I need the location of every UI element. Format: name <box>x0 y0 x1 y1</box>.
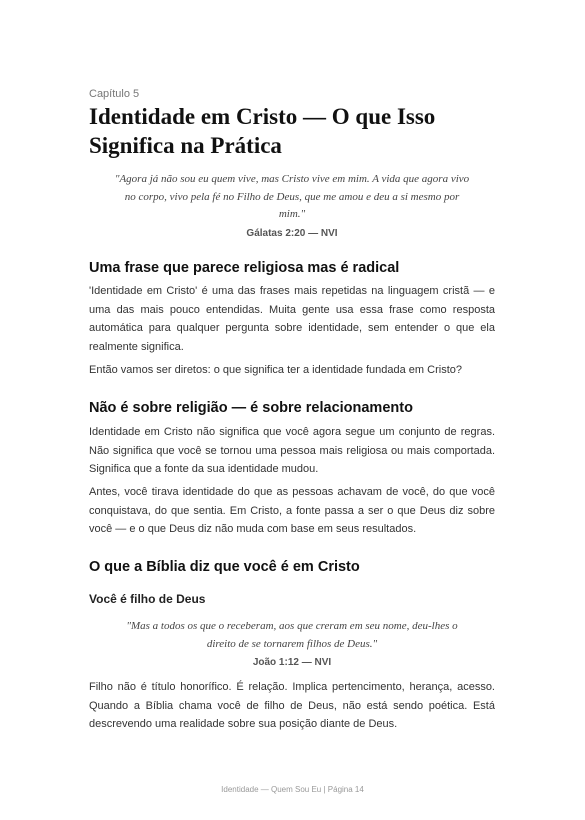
section-heading: Não é sobre religião — é sobre relacionamento <box>89 400 413 416</box>
epigraph-reference: Gálatas 2:20 — NVI <box>246 228 338 239</box>
section-heading: O que a Bíblia diz que você é em Cristo <box>89 559 360 575</box>
paragraph: 'Identidade em Cristo' é uma das frases mais repetidas na linguagem cristã — e uma das mais pouco entendidas. Muita gente usa essa frase como resposta automática para qualquer pergunta sobre identidade, sem entender o que ela realmente significa. <box>89 285 495 353</box>
footer-separator: | <box>323 785 326 794</box>
paragraph: Então vamos ser diretos: o que significa ter a identidade fundada em Cristo? <box>89 364 462 376</box>
chapter-label: Capítulo 5 <box>89 88 140 100</box>
paragraph: Antes, você tirava identidade do que as pessoas achavam de você, do que você conquistava, do que sentia. Em Cristo, a fonte passa a ser o que Deus diz sobre você — e o que Deus diz não muda com base em seus resultados. <box>89 486 495 536</box>
subsection-heading: Você é filho de Deus <box>89 592 206 606</box>
epigraph-quote: "Agora já não sou eu quem vive, mas Cristo vive em mim. A vida que agora vivo no corpo, vivo pela fé no Filho de Deus, que me amou e deu a si mesmo por mim." <box>114 173 470 220</box>
bible-quote: "Mas a todos os que o receberam, aos que creram em seu nome, deu-lhes o direito de se tornarem filhos de Deus." <box>126 620 458 650</box>
footer-page-number: Página 14 <box>327 785 364 794</box>
bible-quote-reference: João 1:12 — NVI <box>252 657 332 668</box>
page-footer <box>0 785 585 795</box>
section-heading: Uma frase que parece religiosa mas é radical <box>89 260 400 276</box>
paragraph: Identidade em Cristo não significa que você agora segue um conjunto de regras. Não significa que você se tornou uma pessoa mais religiosa ou mais comportada. Significa que a fonte da sua identidade mudou. <box>89 426 495 476</box>
footer-book-title: Identidade — Quem Sou Eu <box>221 785 322 794</box>
paragraph: Filho não é título honorífico. É relação. Implica pertencimento, herança, acesso. Quando a Bíblia chama você de filho de Deus, não está sendo poética. Está descrevendo uma realidade sobre sua posição diante de Deus. <box>89 681 495 731</box>
chapter-title: Identidade em Cristo — O que Isso Significa na Prática <box>89 104 436 158</box>
